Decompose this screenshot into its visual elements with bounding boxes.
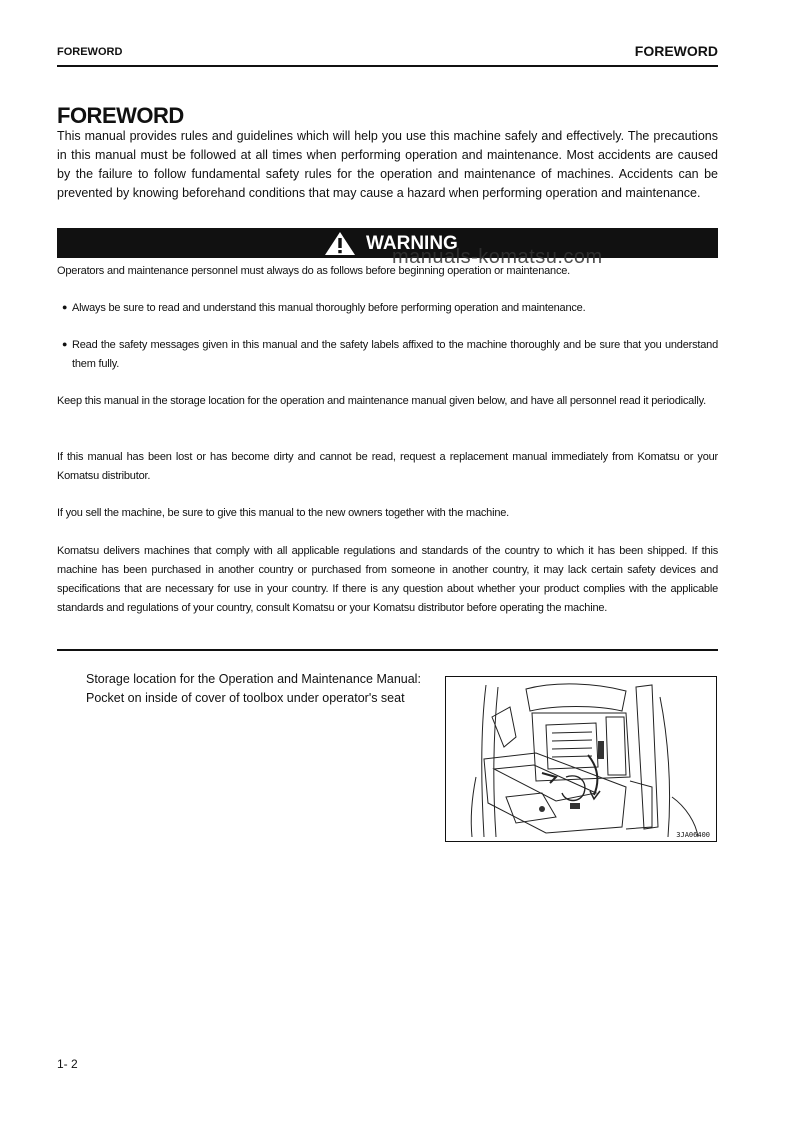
- toolbox-drawing: [446, 677, 716, 841]
- header-section-left: FOREWORD: [57, 46, 123, 58]
- header-rule: [57, 65, 718, 67]
- paragraph-replacement: If this manual has been lost or has become dirty and cannot be read, request a replacement manual immediately from Komatsu or your Komatsu distributor.: [57, 451, 718, 482]
- warning-bullet-2: Read the safety messages given in this manual and the safety labels affixed to the machine thoroughly and be sure that you understand them fully.: [72, 339, 718, 370]
- storage-line-1: Storage location for the Operation and Maintenance Manual:: [86, 672, 421, 686]
- page-title: FOREWORD: [57, 103, 184, 128]
- section-rule: [57, 649, 718, 651]
- warning-lead: Operators and maintenance personnel must always do as follows before beginning operation or maintenance.: [57, 265, 571, 277]
- watermark-text: manuals-komatsu.com: [392, 246, 603, 268]
- header-section-right: FOREWORD: [634, 43, 718, 59]
- paragraph-compliance: Komatsu delivers machines that comply with all applicable regulations and standards of the country to which it has been shipped. If this machine has been purchased in another country or purchased from someone in another country, it may lack certain safety devices and specifications that are necessary for use in your country. If there is any question about whether your product complies with the applicable standards and regulations of your country, consult Komatsu or your Komatsu distributor before operating the machine.: [57, 545, 718, 614]
- bullet-marker: ●: [62, 339, 68, 349]
- storage-line-2: Pocket on inside of cover of toolbox under operator's seat: [86, 691, 405, 705]
- warning-bullet-1: Always be sure to read and understand this manual thoroughly before performing operation and maintenance.: [72, 302, 586, 314]
- page-number: 1- 2: [57, 1057, 78, 1071]
- figure-code: 3JA06400: [676, 831, 710, 839]
- paragraph-resale: If you sell the machine, be sure to give this manual to the new owners together with the machine.: [57, 507, 510, 519]
- warning-banner: [57, 228, 718, 258]
- storage-location-text: [86, 670, 421, 708]
- warning-label: WARNING: [366, 233, 458, 254]
- toolbox-illustration: [445, 676, 717, 842]
- intro-paragraph: This manual provides rules and guidelines which will help you use this machine safely and effectively. The precautions in this manual must be followed at all times when performing operation and maintenance. Most accidents are caused by the failure to follow fundamental safety rules for the operation and maintenance of machines. Accidents can be prevented by knowing beforehand conditions that may cause a hazard when performing operation and maintenance.: [57, 129, 718, 200]
- warning-triangle-icon: [324, 231, 356, 256]
- paragraph-storage: Keep this manual in the storage location for the operation and maintenance manual given below, and have all personnel read it periodically.: [57, 395, 706, 407]
- bullet-marker: ●: [62, 302, 68, 312]
